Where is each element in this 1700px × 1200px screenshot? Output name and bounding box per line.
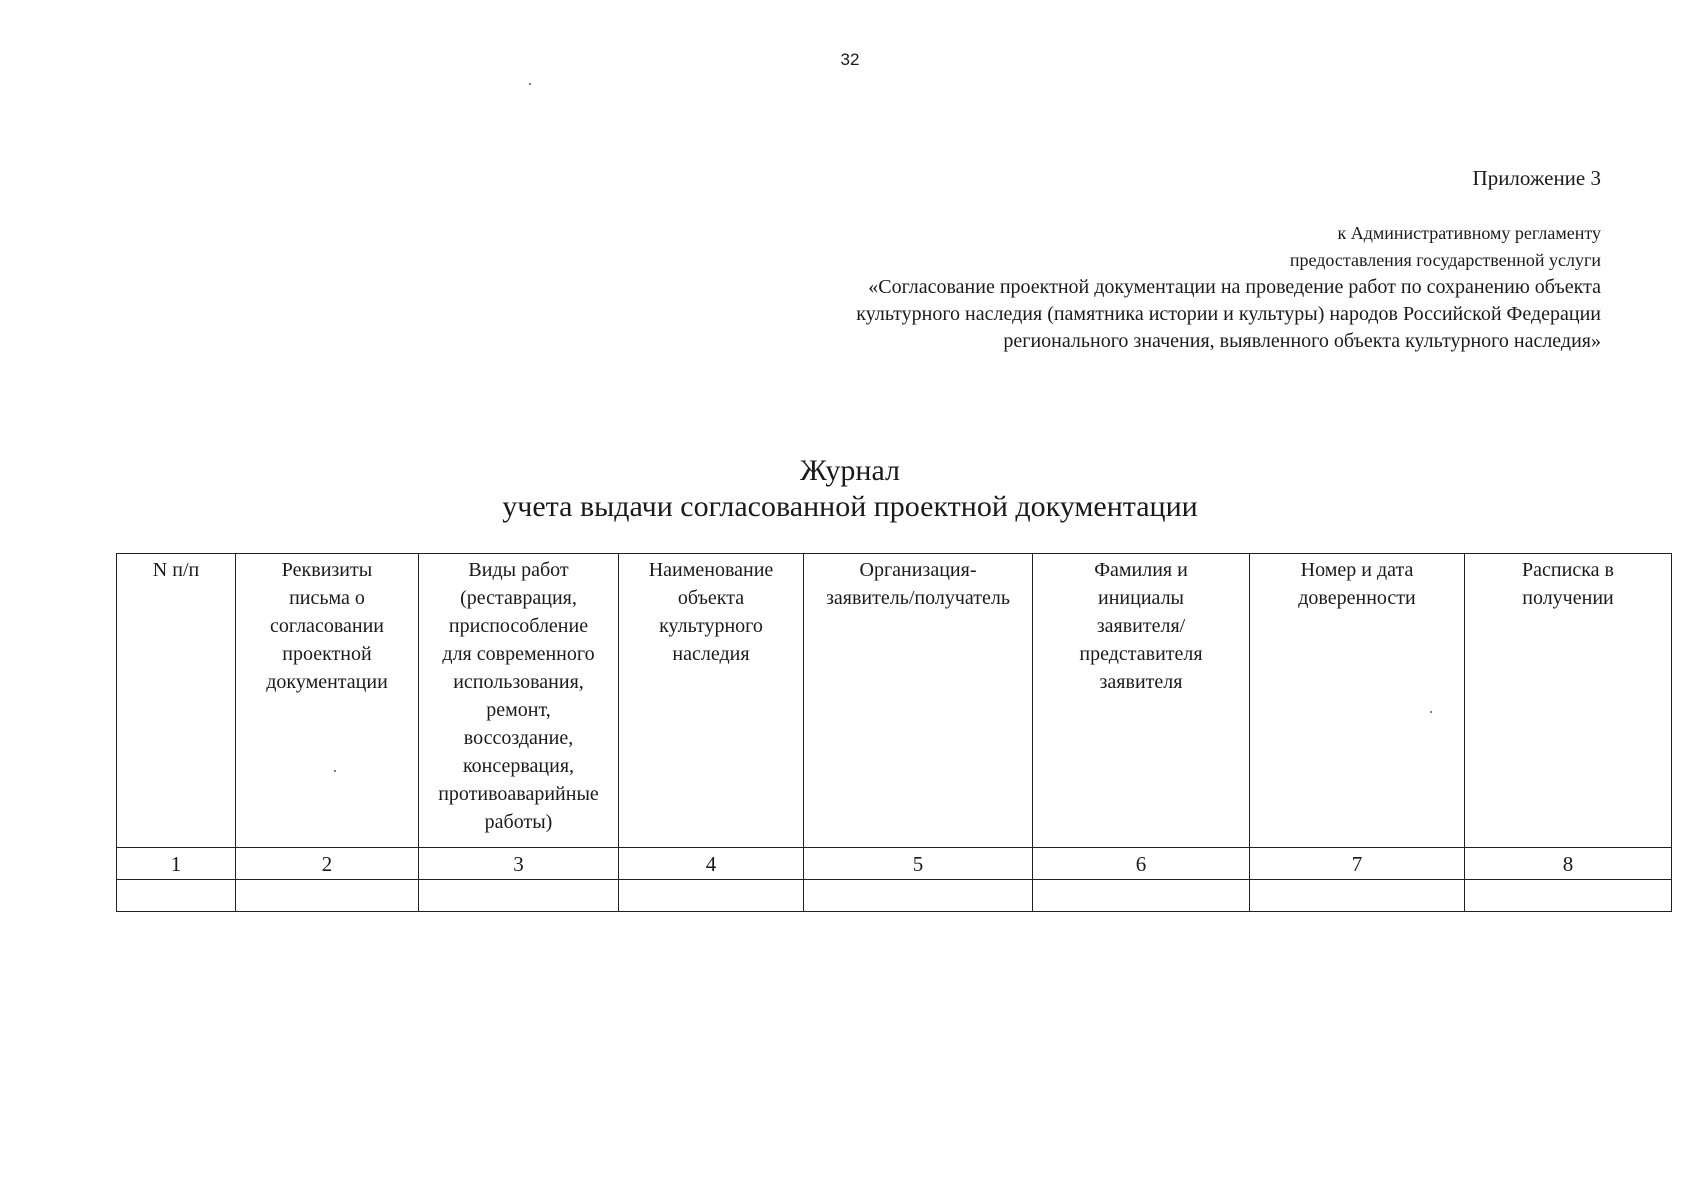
- header-cell-heritage-object: [619, 554, 804, 848]
- header-text: заявителя/: [1096, 615, 1186, 637]
- table-header-row: [117, 554, 1672, 848]
- annex-line: культурного наследия (памятника истории и культуры) народов Российской Федерации: [856, 303, 1601, 325]
- header-text: проектной: [282, 643, 372, 665]
- header-text: Реквизиты: [281, 559, 373, 581]
- header-text: получении: [1522, 587, 1614, 609]
- annex-line: предоставления государственной услуги: [1289, 250, 1601, 270]
- column-number-row: [117, 848, 1672, 880]
- column-number-cell: 7: [1250, 848, 1465, 880]
- header-text: культурного: [659, 615, 763, 637]
- empty-cell: [1033, 880, 1250, 912]
- header-text: работы): [484, 811, 553, 833]
- annex-line: регионального значения, выявленного объекта культурного наследия»: [1003, 330, 1601, 352]
- header-text: представителя: [1079, 643, 1203, 665]
- empty-cell: [236, 880, 419, 912]
- column-number-cell: 1: [117, 848, 236, 880]
- header-text: наследия: [672, 643, 750, 665]
- header-cell-receipt: [1465, 554, 1672, 848]
- header-text: заявитель/получатель: [826, 587, 1010, 609]
- header-text: согласовании: [270, 615, 384, 637]
- header-cell-applicant-name: [1033, 554, 1250, 848]
- empty-cell: [804, 880, 1033, 912]
- header-text: заявителя: [1099, 671, 1183, 693]
- empty-cell: [419, 880, 619, 912]
- header-text: противоаварийные: [438, 783, 599, 805]
- header-text: письма о: [289, 587, 365, 609]
- column-number-cell: 8: [1465, 848, 1672, 880]
- column-number-cell: 3: [419, 848, 619, 880]
- header-cell-organization: [804, 554, 1033, 848]
- empty-cell: [619, 880, 804, 912]
- header-text: Виды работ: [468, 559, 569, 581]
- header-text: для современного: [442, 643, 595, 665]
- header-text: ремонт,: [486, 699, 551, 721]
- header-cell-work-types: [419, 554, 619, 848]
- header-text: Расписка в: [1522, 559, 1614, 581]
- empty-cell: [1250, 880, 1465, 912]
- journal-subtitle-line: учета выдачи согласованной проектной документации: [502, 490, 1198, 523]
- header-text: Организация-: [859, 559, 977, 581]
- header-text: консервация,: [462, 755, 575, 777]
- header-cell-number: [117, 554, 236, 848]
- header-text: Номер и дата: [1300, 559, 1414, 581]
- header-text: (реставрация,: [460, 587, 577, 609]
- annex-title: Приложение 3: [1472, 166, 1601, 190]
- header-text: N п/п: [152, 559, 200, 581]
- header-text: Наименование: [648, 559, 774, 581]
- header-text: приспособление: [448, 615, 589, 637]
- header-cell-power-of-attorney: [1250, 554, 1465, 848]
- empty-cell: [1465, 880, 1672, 912]
- journal-title: [0, 453, 1700, 525]
- annex-line: «Согласование проектной документации на проведение работ по сохранению объекта: [868, 276, 1601, 298]
- annex-reference: [856, 220, 1601, 355]
- column-number-cell: 2: [236, 848, 419, 880]
- header-cell-letter-details: [236, 554, 419, 848]
- header-text: инициалы: [1098, 587, 1184, 609]
- header-text: использования,: [453, 671, 584, 693]
- header-text: документации: [266, 671, 388, 693]
- column-number-cell: 4: [619, 848, 804, 880]
- header-text: объекта: [677, 587, 745, 609]
- journal-table: [116, 553, 1672, 912]
- page-number: 32: [840, 50, 860, 69]
- empty-cell: [117, 880, 236, 912]
- annex-line: к Административному регламенту: [1337, 223, 1601, 243]
- column-number-cell: 6: [1033, 848, 1250, 880]
- header-text: Фамилия и: [1094, 559, 1188, 581]
- table-row: [117, 880, 1672, 912]
- journal-title-line: Журнал: [799, 454, 901, 487]
- header-text: доверенности: [1298, 587, 1416, 609]
- column-number-cell: 5: [804, 848, 1033, 880]
- scan-dot: [529, 83, 531, 85]
- header-text: воссоздание,: [463, 727, 574, 749]
